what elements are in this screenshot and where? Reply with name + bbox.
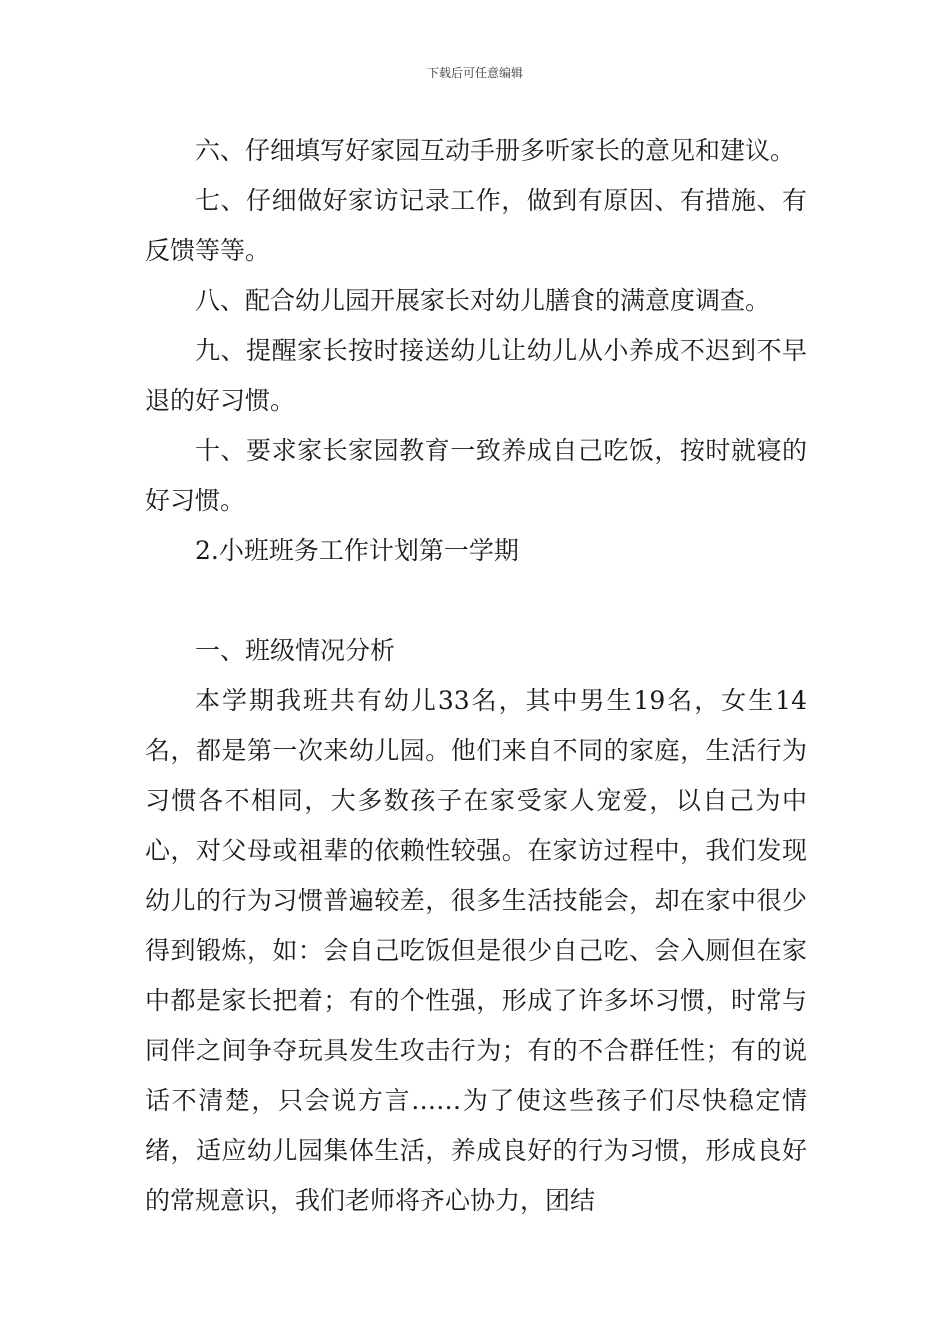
blank-line	[145, 576, 807, 626]
body-paragraph: 本学期我班共有幼儿33名，其中男生19名，女生14名，都是第一次来幼儿园。他们来自不同的家庭，生活行为习惯各不相同，大多数孩子在家受家人宠爱，以自己为中心，对父母或祖辈的依赖性较强。在家访过程中，我们发现幼儿的行为习惯普遍较差，很多生活技能会，却在家中很少得到锻炼，如：会自己吃饭但是很少自己吃、会入厕但在家中都是家长把着；有的个性强，形成了许多坏习惯，时常与同伴之间争夺玩具发生攻击行为；有的不合群任性；有的说话不清楚，只会说方言……为了使这些孩子们尽快稳定情绪，适应幼儿园集体生活，养成良好的行为习惯，形成良好的常规意识，我们老师将齐心协力，团结	[145, 686, 807, 1215]
paragraph-item-10: 十、要求家长家园教育一致养成自己吃饭，按时就寝的好习惯。	[145, 436, 807, 515]
paragraph-item-7: 七、仔细做好家访记录工作，做到有原因、有措施、有反馈等等。	[145, 186, 807, 265]
section-heading: 2.小班班务工作计划第一学期	[195, 536, 519, 565]
document-body	[145, 126, 807, 1226]
page-header-note: 下载后可任意编辑	[426, 66, 523, 80]
paragraph-item-8: 八、配合幼儿园开展家长对幼儿膳食的满意度调查。	[195, 286, 771, 315]
subsection-heading: 一、班级情况分析	[195, 636, 396, 665]
paragraph-item-6: 六、仔细填写好家园互动手册多听家长的意见和建议。	[195, 136, 796, 165]
paragraph-item-9: 九、提醒家长按时接送幼儿让幼儿从小养成不迟到不早退的好习惯。	[145, 336, 807, 415]
